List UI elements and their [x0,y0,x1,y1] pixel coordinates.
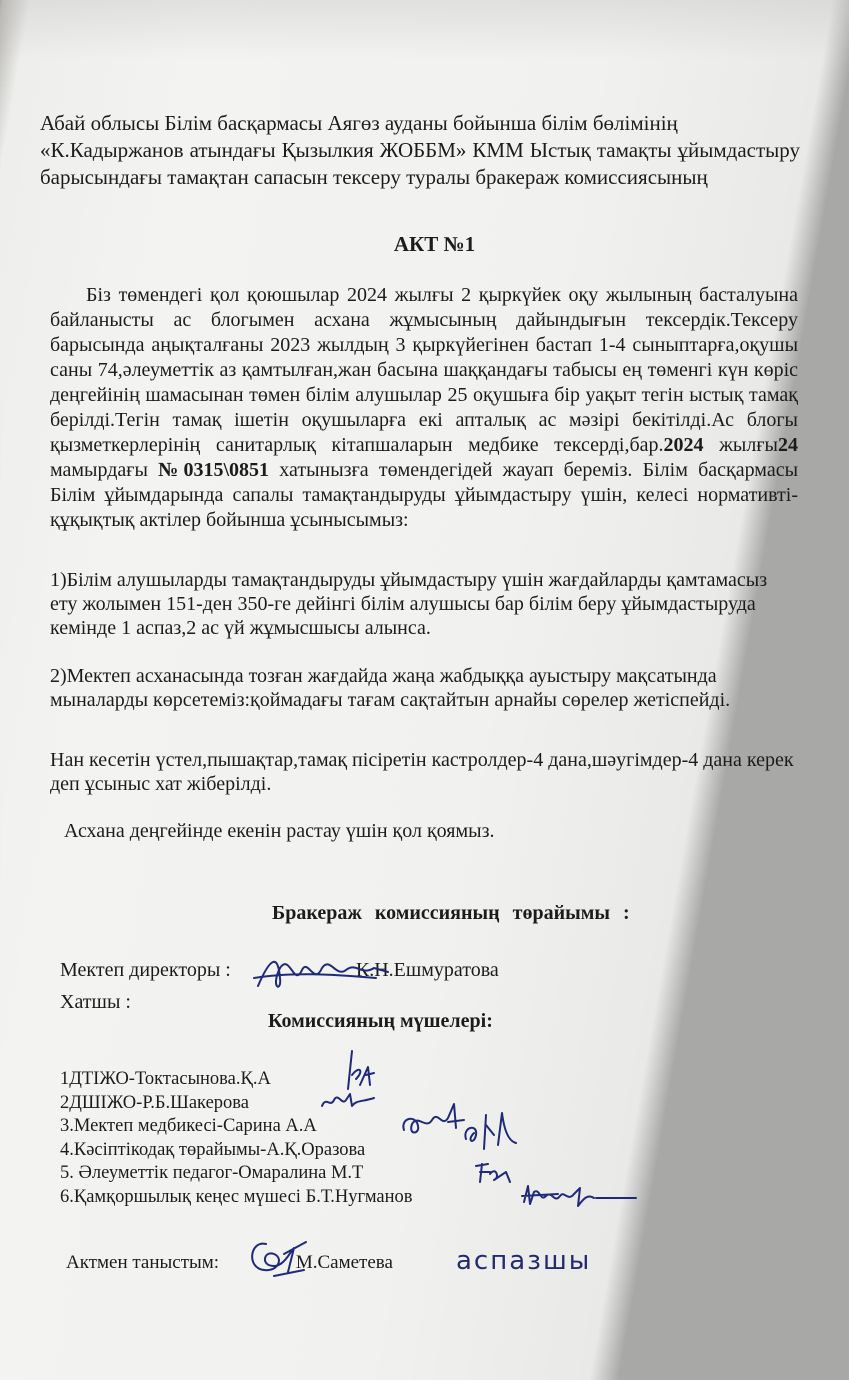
member-6-signature [518,1180,640,1220]
confirmation-line: Асхана деңгейінде екенін растау үшін қол қоямыз. [64,820,495,842]
document-header [40,110,800,191]
director-name: К.Н.Ешмуратова [355,959,499,981]
body-text-2: жылғы [703,434,778,456]
secretary-row [60,991,131,1014]
body-bold-letter-number: №0315\0851 [158,459,270,481]
body-text-1: Біз төмендегі қол қоюшылар 2024 жылғы 2 қыркүйек оқу жылының басталуына байланысты ас блогымен асхана жұмысының дайындығын тексердік.Тексеру барысында аңықталғаны 2023 жылдың 3 қыркүйегінен бастап 1-4 сыныптарға,оқушы саны 74,әлеуметтік аз қамтылған,жан басына шаққандағы табысы ең төменгі күн көріс деңгейінің шамасынан төмен білім алушылар 25 оқушыға бір уақыт тегін ыстық тамақ берілді.Тегін тамақ ішетін оқушыларға екі апталық ас мәзірі бекітілді.Ас блогы қызметкерлерінің санитарлық кітапшаларын медбике тексерді,бар. [50,284,798,456]
body-bold-day: 24 [778,434,798,456]
member-3: 3.Мектеп медбикесі-Сарина А.А [60,1116,317,1136]
director-signature [250,948,390,998]
body-text-3: мамырдағы [50,459,159,481]
header-line-2: «К.Кадыржанов атындағы Қызылкия ЖОББМ» КММ Ыстық тамақты ұйымдастыру барысындағы тамақтан сапасын тексеру туралы бракераж комиссиясының [40,138,800,189]
act-title: АКТ №1 [393,232,476,256]
proposal-item-2: 2)Мектеп асханасында тозған жағдайда жаңа жабдыққа ауыстыру мақсатында мыналарды көрсетеміз:қоймадағы тағам сақтайтын арнайы сөрелер жетіспейді. [50,665,731,711]
member-2: 2ДШІЖО-Р.Б.Шакерова [60,1092,249,1113]
page-shadow [0,0,849,60]
ack-signature [244,1232,312,1280]
ack-role-handwritten: аспазшы [456,1246,592,1276]
member-4-signature [460,1105,520,1155]
member-4: 4.Кәсіптікодақ төрайымы-А.Қ.Оразова [60,1139,366,1160]
secretary-label: Хатшы : [60,991,131,1013]
ack-label: Актмен таныстым: [66,1252,220,1273]
body-bold-year: 2024 [663,434,704,456]
ack-name: М.Саметева [295,1252,393,1273]
member-5-signature [470,1158,520,1188]
proposal-item-1: 1)Білім алушыларды тамақтандыруды ұйымдастыру үшін жағдайларды қамтамасыз ету жолымен 151-ден 350-ге дейінгі білім алушысы бар білім беру ұйымдастыруда кемінде 1 аспаз,2 ас үй жұмысшысы алынса. [50,569,768,639]
member-6: 6.Қамқоршылық кеңес мүшесі Б.Т.Нугманов [60,1186,413,1207]
member-2-signature [318,1088,378,1112]
director-label: Мектеп директоры : [60,959,231,981]
acknowledgement-row [66,1252,393,1274]
body-paragraph [50,283,798,533]
body-text-4: хатынызға төмендегідей жауап береміз. Білім басқармасы Білім ұйымдарында сапалы тамақтандыруды ұйымдастыру үшін, келесі нормативті-құқықтық актілер бойынша ұсынысымыз: [50,459,799,531]
member-5: 5. Әлеуметтік педагог-Омаралина М.Т [60,1163,364,1183]
member-1: 1ДТІЖО-Токтасынова.Қ.А [60,1069,271,1089]
members-title: Комиссияның мүшелері: [268,1010,493,1032]
chair-title: Бракераж комиссияның төрайымы : [272,902,630,924]
member-3-signature [398,1100,468,1140]
header-line-1: Абай облысы Білім басқармасы Аягөз ауданы бойынша білім бөлімінің [40,111,678,135]
act-body [50,283,798,533]
proposal-item-3: Нан кесетін үстел,пышақтар,тамақ пісіретін кастролдер-4 дана,шәугімдер-4 дана керек деп ұсыныс хат жіберілді. [50,749,794,795]
